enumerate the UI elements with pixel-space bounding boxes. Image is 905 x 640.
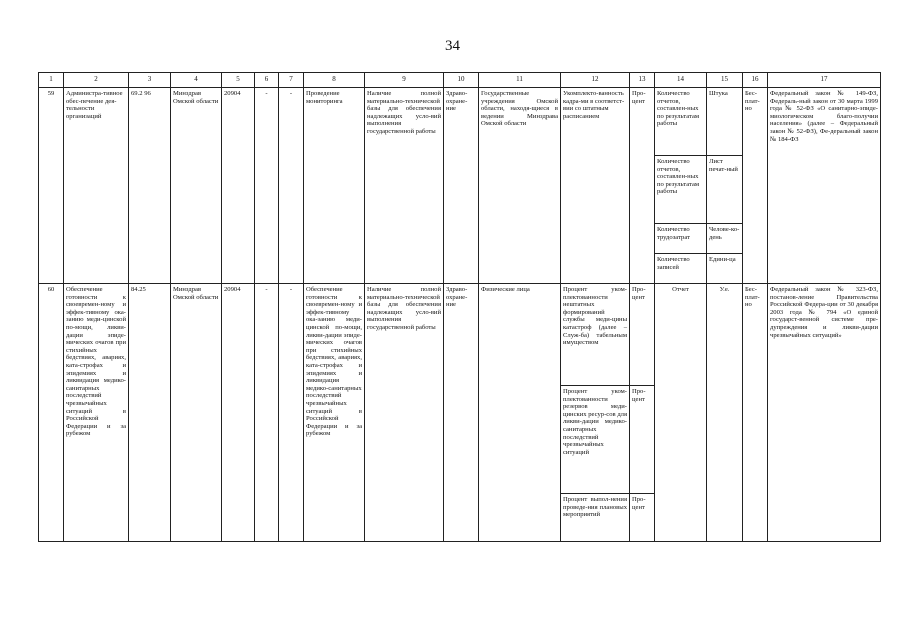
row-number: 60 <box>39 284 64 542</box>
legal-basis: Федеральный закон № 323-ФЗ, постанов-ление Правительства Российской Федера-ции от 30 декабря 2003 года № 794 «О единой государст-венной системе пре-дупреждения и ликви-дации чрезвычайных ситуаций» <box>768 284 881 542</box>
column-number: 6 <box>255 73 279 88</box>
quality-unit: Про-цент <box>630 386 655 494</box>
volume-indicator: Количество записей <box>655 254 707 284</box>
work-conditions: Наличие полной материально-технической базы для обеспечения надлежащих усло-вий выполнения государственной работы <box>365 284 444 542</box>
quality-indicator: Укомплекто-ванность кадра-ми в соответст-вии со штатным расписанием <box>561 88 630 284</box>
volume-unit: Едини-ца <box>707 254 743 284</box>
table-row <box>39 88 881 156</box>
quality-unit: Про-цент <box>630 494 655 542</box>
payment-type: Бес-плат-но <box>743 284 768 542</box>
column-number: 17 <box>768 73 881 88</box>
column-number: 5 <box>222 73 255 88</box>
column-number: 15 <box>707 73 743 88</box>
quality-unit: Про-цент <box>630 284 655 386</box>
ministry: Минздрав Омской области <box>171 88 222 284</box>
column-number: 9 <box>365 73 444 88</box>
consumers: Физические лица <box>479 284 561 542</box>
cell-dash: - <box>279 284 304 542</box>
cell-dash: - <box>279 88 304 284</box>
cell-dash: - <box>255 284 279 542</box>
column-number-row <box>39 73 881 88</box>
volume-unit: Штука <box>707 88 743 156</box>
page-number: 34 <box>445 38 460 54</box>
column-number: 12 <box>561 73 630 88</box>
volume-indicator: Количество трудозатрат <box>655 224 707 254</box>
volume-unit: Челове-ко-день <box>707 224 743 254</box>
work-name: Обеспечение готовности к своевремен-ному и эффек-тивному ока-занию меди-цинской по-мощи, ликви-дации эпиде-мических очагов при стихийных бедствиях, авариях, ката-строфах и эпидемиях и ликвидация медико-санитарных последствий чрезвычайных ситуаций в Российской Федерации и за рубежом <box>64 284 129 542</box>
sphere: Здраво-охране-ние <box>444 88 479 284</box>
column-number: 8 <box>304 73 365 88</box>
column-number: 16 <box>743 73 768 88</box>
column-number: 10 <box>444 73 479 88</box>
okved-code: 69.2 96 <box>129 88 171 284</box>
payment-type: Бес-плат-но <box>743 88 768 284</box>
volume-indicator: Количество отчетов, составлен-ных по результатам работы <box>655 88 707 156</box>
column-number: 4 <box>171 73 222 88</box>
volume-unit: Лист печат-ный <box>707 156 743 224</box>
registry-table <box>38 72 881 542</box>
quality-indicator: Процент выпол-нения проведе-ния плановых мероприятий <box>561 494 630 542</box>
okved-code: 84.25 <box>129 284 171 542</box>
column-number: 13 <box>630 73 655 88</box>
volume-unit: У.е. <box>707 284 743 542</box>
quality-indicator: Процент уком-плектованности резервов меди-цинских ресур-сов для ликви-дации медико-санитарных последствий чрезвычайных ситуаций <box>561 386 630 494</box>
ministry: Минздрав Омской области <box>171 284 222 542</box>
column-number: 11 <box>479 73 561 88</box>
consumers: Государственные учреждения Омской области, находя-щиеся в ведении Минздрава Омской области <box>479 88 561 284</box>
column-number: 14 <box>655 73 707 88</box>
volume-indicator: Отчет <box>655 284 707 542</box>
budget-code: 20904 <box>222 284 255 542</box>
work-conditions: Наличие полной материально-технической базы для обеспечения надлежащих усло-вий выполнения государственной работы <box>365 88 444 284</box>
volume-indicator: Количество отчетов, составлен-ных по результатам работы <box>655 156 707 224</box>
work-content: Обеспечение готовности к своевремен-ному и эффек-тивному ока-занию меди-цинской по-мощи, ликви-дации эпиде-мических очагов при стихийных бедствиях, авариях, ката-строфах и эпидемиях и ликвидация медико-санитарных последствий чрезвычайных ситуаций в Российской Федерации и за рубежом <box>304 284 365 542</box>
quality-indicator: Процент уком-плектованности нештатных формирований службы меди-цины катастроф (далее – Служ-ба) табельным имуществом <box>561 284 630 386</box>
budget-code: 20904 <box>222 88 255 284</box>
table-row <box>39 284 881 386</box>
column-number: 3 <box>129 73 171 88</box>
row-number: 59 <box>39 88 64 284</box>
column-number: 7 <box>279 73 304 88</box>
column-number: 2 <box>64 73 129 88</box>
sphere: Здраво-охране-ние <box>444 284 479 542</box>
cell-dash: - <box>255 88 279 284</box>
work-content: Проведение мониторинга <box>304 88 365 284</box>
work-name: Администра-тивное обес-печение дея-тельности организаций <box>64 88 129 284</box>
quality-unit: Про-цент <box>630 88 655 284</box>
legal-basis: Федеральный закон № 149-ФЗ, Федераль-ный закон от 30 марта 1999 года № 52-ФЗ «О санитарно-эпиде-миологическом благо-получии населения» (далее – Федеральный закон № 52-ФЗ), Фе-деральный закон № 184-ФЗ <box>768 88 881 284</box>
column-number: 1 <box>39 73 64 88</box>
